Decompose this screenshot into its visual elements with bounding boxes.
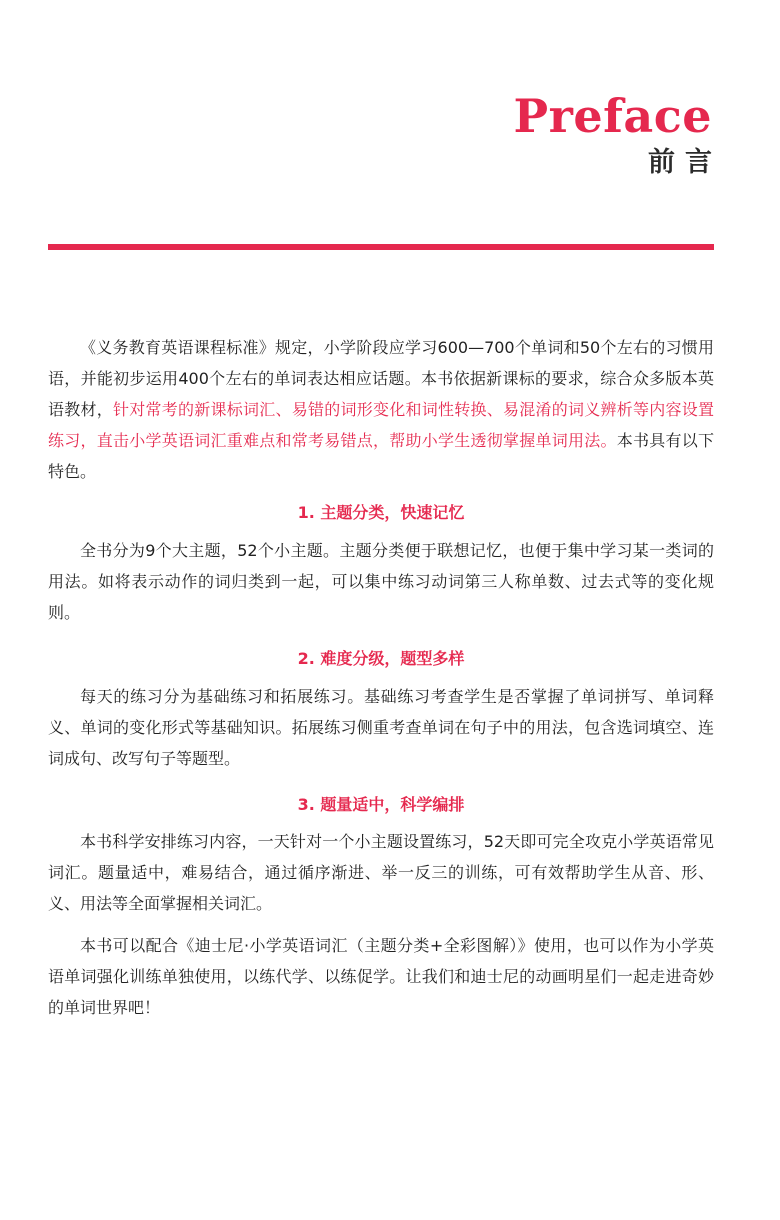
title-chinese: 前言 bbox=[648, 147, 722, 178]
header-divider bbox=[48, 244, 714, 250]
section-heading-1: 1. 主题分类，快速记忆 bbox=[297, 503, 465, 522]
intro-text-2: 本书具有以下特色。 bbox=[48, 431, 714, 481]
closing-paragraph: 本书可以配合《迪士尼·小学英语词汇（主题分类+全彩图解）》使用，也可以作为小学英语单词强化训练单独使用，以练代学、以练促学。让我们和迪士尼的动画明星们一起走进奇妙的单词世界吧！ bbox=[48, 936, 714, 1017]
intro-text-1: 《义务教育英语课程标准》规定，小学阶段应学习600—700个单词和50个左右的习惯用语，并能初步运用400个左右的单词表达相应话题。本书依据新课标的要求，综合众多版本英语教材， bbox=[48, 338, 714, 419]
section-body-2: 每天的练习分为基础练习和拓展练习。基础练习考查学生是否掌握了单词拼写、单词释义、单词的变化形式等基础知识。拓展练习侧重考查单词在句子中的用法，包含选词填空、连词成句、改写句子等题型。 bbox=[48, 687, 714, 768]
intro-highlight: 针对常考的新课标词汇、易错的词形变化和词性转换、易混淆的词义辨析等内容设置练习，直击小学英语词汇重难点和常考易错点，帮助小学生透彻掌握单词用法。 bbox=[48, 400, 714, 450]
preface-body bbox=[48, 332, 714, 1023]
intro-paragraph bbox=[48, 332, 714, 487]
title-english: Preface bbox=[513, 89, 712, 143]
section-body-1: 全书分为9个大主题，52个小主题。主题分类便于联想记忆，也便于集中学习某一类词的用法。如将表示动作的词归类到一起，可以集中练习动词第三人称单数、过去式等的变化规则。 bbox=[48, 541, 714, 622]
section-heading-3: 3. 题量适中，科学编排 bbox=[297, 795, 465, 814]
section-body-3: 本书科学安排练习内容，一天针对一个小主题设置练习，52天即可完全攻克小学英语常见词汇。题量适中，难易结合，通过循序渐进、举一反三的训练，可有效帮助学生从音、形、义、用法等全面掌握相关词汇。 bbox=[48, 832, 714, 913]
section-heading-2: 2. 难度分级，题型多样 bbox=[297, 649, 465, 668]
